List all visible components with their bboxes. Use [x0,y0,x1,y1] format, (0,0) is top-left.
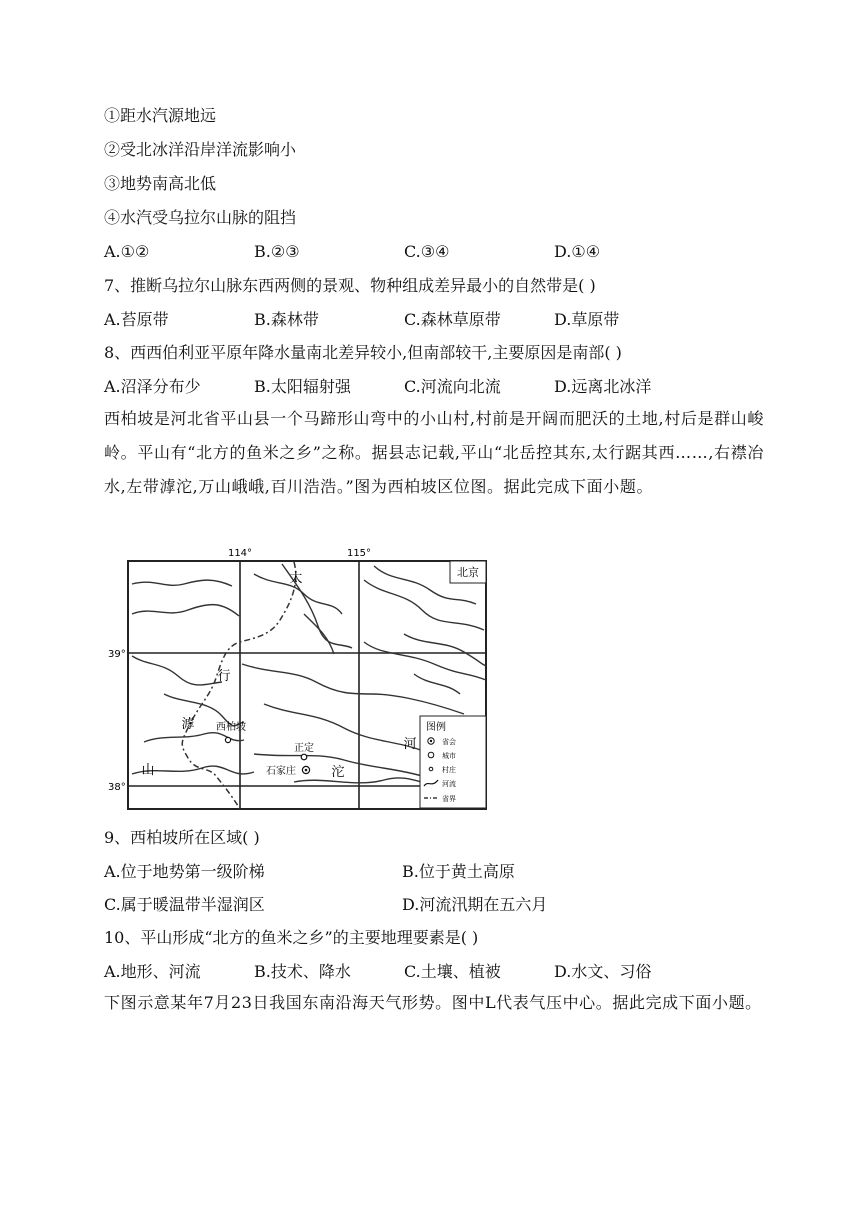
q9-option-b: B.位于黄土高原 [402,862,515,881]
q6-option-c: C.③④ [404,242,450,261]
label-lat-38: 38° [108,782,126,793]
q7-option-b: B.森林带 [254,310,319,329]
label-xibaipo: 西柏坡 [216,722,246,733]
label-hu: 滹 [181,717,195,732]
q6-option-b: B.②③ [254,242,300,261]
label-tai: 太 [289,571,303,586]
q8-option-c: C.河流向北流 [404,377,501,396]
xibaipo-marker [225,737,230,742]
q10-option-a: A.地形、河流 [104,962,201,981]
legend-item-village: 村庄 [442,766,456,774]
q7-option-a: A.苔原带 [104,310,169,329]
q6-item-4: ④水汽受乌拉尔山脉的阻挡 [104,208,297,227]
label-lon-115: 115° [346,548,372,559]
q10-options [104,962,704,982]
label-beijing: 北京 [457,566,479,579]
q9-options-row1 [104,862,744,882]
q9-option-d: D.河流汛期在五六月 [402,895,548,914]
q6-item-2: ②受北冰洋沿岸洋流影响小 [104,140,297,159]
label-zhengding: 正定 [294,743,314,754]
q9-option-a: A.位于地势第一级阶梯 [104,862,265,881]
label-shan: 山 [141,763,155,778]
passage-weather: 下图示意某年7月23日我国东南沿海天气形势。图中L代表气压中心。据此完成下面小题。 [104,993,762,1012]
legend-item-boundary: 省界 [442,795,456,803]
q7-option-c: C.森林草原带 [404,310,501,329]
q10-option-c: C.土壤、植被 [404,962,501,981]
legend-title: 图例 [426,722,446,733]
q8-option-a: A.沼泽分布少 [104,377,201,396]
q8-option-d: D.远离北冰洋 [554,377,652,396]
q6-item-3: ③地势南高北低 [104,174,217,193]
legend-item-city: 城市 [442,752,456,760]
label-lon-114: 114° [227,548,253,559]
q7-options [104,310,704,330]
shijiazhuang-marker-dot [305,769,308,772]
q10-option-b: B.技术、降水 [254,962,351,981]
q9-stem: 9、西柏坡所在区域( ) [104,828,260,847]
q10-stem: 10、平山形成“北方的鱼米之乡”的主要地理要素是( ) [104,928,479,947]
q6-item-1: ①距水汽源地远 [104,106,217,125]
q8-options [104,377,704,397]
xibaipo-location-map [104,544,494,814]
zhengding-marker [301,754,307,760]
q7-stem: 7、推断乌拉尔山脉东西两侧的景观、物种组成差异最小的自然带是( ) [104,276,596,295]
q6-options [104,242,704,262]
q9-option-c: C.属于暖温带半湿润区 [104,895,265,914]
q6-option-a: A.①② [104,242,150,261]
q6-option-d: D.①④ [554,242,601,261]
legend-item-river: 河流 [442,780,456,788]
q9-options-row2 [104,895,744,915]
label-tuo: 沱 [331,765,345,780]
q8-stem: 8、西西伯利亚平原年降水量南北差异较小,但南部较干,主要原因是南部( ) [104,343,622,362]
label-hang: 行 [217,669,231,684]
q7-option-d: D.草原带 [554,310,620,329]
label-shijiazhuang: 石家庄 [266,766,296,777]
q10-option-d: D.水文、习俗 [554,962,652,981]
map-legend [420,716,486,808]
passage-xibaipo: 西柏坡是河北省平山县一个马蹄形山弯中的小山村,村前是开阔而肥沃的土地,村后是群山峻岭。平山有“北方的鱼米之乡”之称。据县志记载,平山“北岳控其东,太行踞其西……,右襟冶水,左带滹沱,万山峨峨,百川浩浩。”图为西柏坡区位图。据此完成下面小题。 [104,409,764,496]
label-lat-39: 39° [108,649,126,660]
label-he: 河 [403,737,417,752]
q8-option-b: B.太阳辐射强 [254,377,351,396]
legend-item-capital: 省会 [442,738,456,746]
